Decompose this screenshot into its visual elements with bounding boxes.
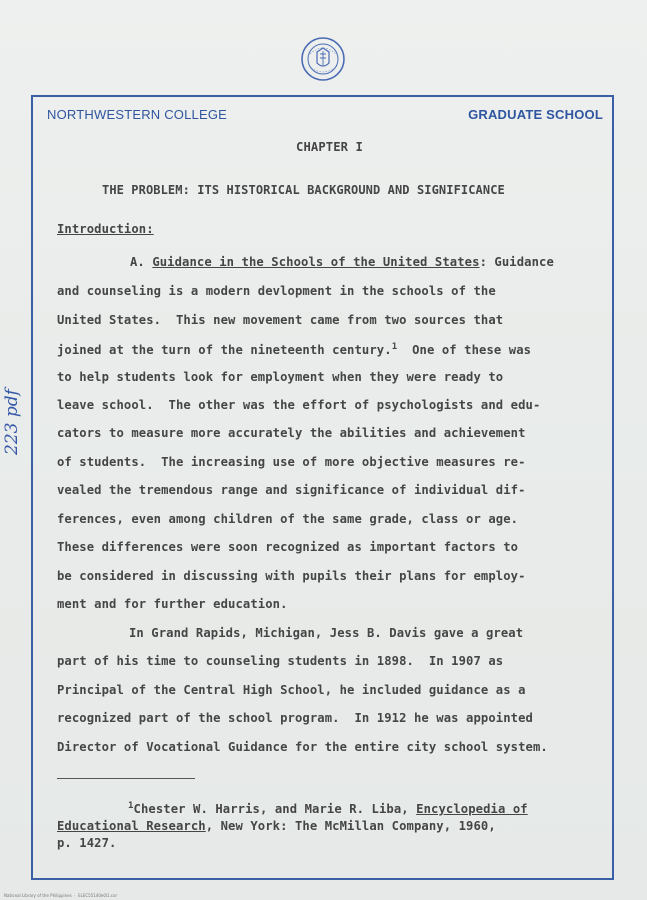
footnote-publisher: , New York: The McMillan Company, 1960, <box>205 819 496 833</box>
handwritten-margin-note: 223 pdf <box>2 389 22 455</box>
footnote-work-title-b: Educational Research <box>57 819 206 833</box>
paragraph2-line3: Principal of the Central High School, he included guidance as a <box>57 683 526 697</box>
paragraph2-line1: In Grand Rapids, Michigan, Jess B. Davis gave a great <box>129 626 524 640</box>
paragraph1-line2: and counseling is a modern devlopment in the schools of the <box>57 284 496 298</box>
paragraph1-line12: be considered in discussing with pupils their plans for employ- <box>57 569 526 583</box>
paragraph2-line4: recognized part of the school program. In 1912 he was appointed <box>57 711 533 725</box>
section-heading: Introduction: <box>57 222 154 236</box>
subsection-title: Guidance in the Schools of the United States <box>152 255 480 269</box>
paragraph2-line2: part of his time to counseling students in 1898. In 1907 as <box>57 654 504 668</box>
footnote-line1 <box>128 801 528 816</box>
paragraph1-line3: United States. This new movement came from two sources that <box>57 313 504 327</box>
paragraph1-line4-text: joined at the turn of the nineteenth century. <box>57 343 392 358</box>
chapter-heading: CHAPTER I <box>296 140 363 154</box>
paragraph1-line7: cators to measure more accurately the abilities and achievement <box>57 426 526 440</box>
paragraph1-line10: ferences, even among children of the same grade, class or age. <box>57 512 519 526</box>
paragraph1-line13: ment and for further education. <box>57 597 288 611</box>
paragraph1-line5: to help students look for employment when they were ready to <box>57 370 504 384</box>
paragraph2-line5: Director of Vocational Guidance for the entire city school system. <box>57 740 548 754</box>
school-name: GRADUATE SCHOOL <box>468 107 603 122</box>
footnote-line3: p. 1427. <box>57 836 117 850</box>
college-seal-icon <box>300 36 346 82</box>
paragraph1-line11: These differences were soon recognized as important factors to <box>57 540 519 554</box>
paragraph1-line1: : Guidance <box>479 255 554 269</box>
footnote-number: 1 <box>128 801 134 811</box>
paragraph1-line4-tail: One of these was <box>397 343 532 358</box>
footnote-rule <box>57 778 195 779</box>
paragraph1-line9: vealed the tremendous range and significance of individual dif- <box>57 483 526 497</box>
college-name: NORTHWESTERN COLLEGE <box>47 107 228 122</box>
footnote-reference: 1 <box>391 342 398 352</box>
subsection-line <box>130 255 554 269</box>
chapter-title: THE PROBLEM: ITS HISTORICAL BACKGROUND AND SIGNIFICANCE <box>102 183 505 197</box>
archive-stamp: National Library of the Philippines · ELEC55140e0l1.cor <box>4 893 118 898</box>
subsection-label: A. <box>130 255 145 269</box>
footnote-line2 <box>57 819 496 833</box>
paragraph1-line6: leave school. The other was the effort of psychologists and edu- <box>57 398 541 412</box>
footnote-authors: Chester W. Harris, and Marie R. Liba, <box>133 802 417 817</box>
paragraph1-line4 <box>57 342 531 357</box>
footnote-work-title-a: Encyclopedia of <box>416 802 528 817</box>
paragraph1-line8: of students. The increasing use of more objective measures re- <box>57 455 526 469</box>
